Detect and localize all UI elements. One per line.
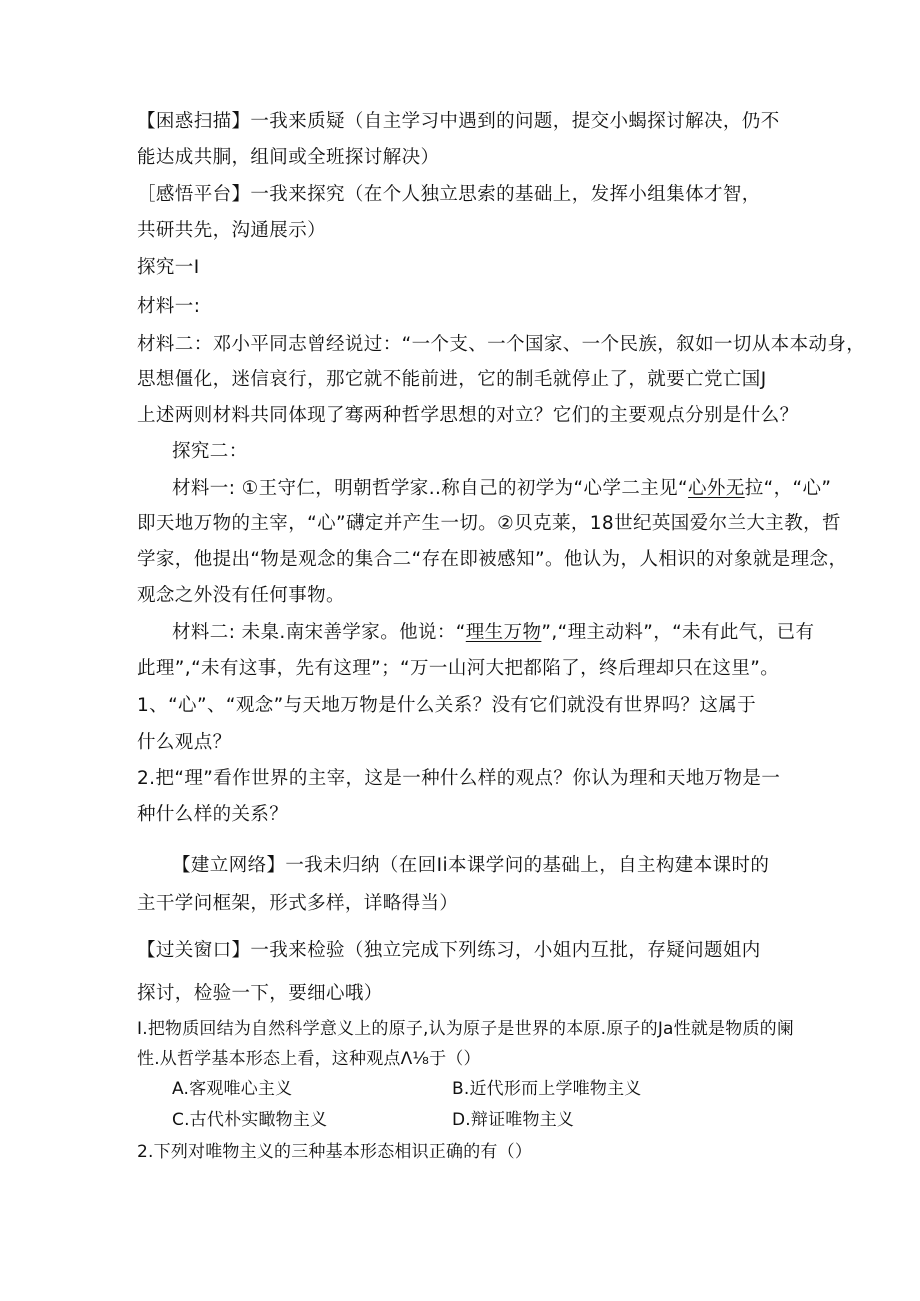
text-line: 性.从哲学基本形态上看，这种观点Λ⅛于（） [137, 1049, 481, 1069]
option-d: D.辩证唯物主义 [452, 1110, 575, 1130]
underlined-phrase: 心外无 [688, 478, 745, 499]
heading-inquiry-2: 探究二： [172, 441, 248, 462]
section-checkpoint: 【过关窗口】一我来检验（独立完成下列练习，小姐内互批，存疑问题姐内 [137, 940, 761, 961]
text-line: 什么观点？ [137, 732, 232, 753]
text-line: 共研共先，沟通展示） [137, 220, 327, 241]
text-line: 学家，他提出“物是观念的集合二“存在即被感知”。他认为，人相识的对象就是理念， [137, 549, 848, 570]
text-line: 主干学问框架，形式多样，详略得当） [137, 893, 459, 914]
section-build-network: 【建立网络】一我未归纳（在回Ii本课学问的基础上，自主构建本课时的 [172, 855, 770, 876]
question-2: 2.把“理”看作世界的主宰，这是一种什么样的观点？你认为理和天地万物是一 [137, 768, 781, 789]
text-line: 观念之外没有任何事物。 [137, 585, 345, 606]
text-line: 能达成共胴，组间或全班探讨解决） [137, 147, 440, 168]
material-1-text [172, 477, 831, 501]
option-c: C.古代朴实瞰物主义 [172, 1110, 328, 1130]
text-line: 此理”,“未有这事，先有这理”；“万一山河大把都陷了，终后理却只在这里”。 [137, 658, 780, 679]
text-segment: 拉“，“心” [744, 478, 832, 499]
text-segment: 材料二: 未臬.南宋善学家。他说：“ [172, 622, 466, 643]
text-line: 思想僵化，迷信哀行，那它就不能前进，它的制毛就停止了，就要亡党亡国J [137, 369, 767, 390]
text-line: 种什么样的关系？ [137, 804, 289, 825]
exercise-1: I.把物质回结为自然科学意义上的原子,认为原子是世界的本原.原子的Ja性就是物质的阑 [137, 1019, 795, 1039]
inquiry-1-question: 上述两则材料共同体现了骞两种哲学思想的对立？它们的主要观点分别是什么？ [137, 405, 799, 426]
text-line: 即天地万物的主宰，“心”礴定并产生一切。②贝克莱，18世纪英国爱尔兰大主教，哲 [137, 513, 841, 534]
exercise-2: 2.下列对唯物主义的三种基本形态相识正确的有（） [137, 1142, 533, 1162]
section-insight-platform: ［感悟平台】一我来探究（在个人独立思索的基础上，发挥小组集体才智， [137, 184, 761, 205]
option-b: B.近代形而上学唯物主义 [452, 1079, 642, 1099]
text-segment: 材料一: ①王守仁，明朝哲学家..称自己的初学为“心学二主见“ [172, 478, 689, 499]
heading-inquiry-1: 探究一I [137, 257, 200, 278]
material-2-text [172, 621, 814, 645]
text-segment: ”,“理主动料”，“未有此气，已有 [541, 622, 815, 643]
option-a: A.客观唯心主义 [172, 1079, 293, 1099]
underlined-phrase: 理生万物 [465, 622, 542, 643]
material-2-text: 材料二：邓小平同志曾经说过：“一个支、一个国家、一个民族，叙如一切从本本动身， [137, 334, 866, 355]
text-line: 探讨，检验一下，要细心哦） [137, 983, 383, 1004]
question-1: 1、“心”、“观念”与天地万物是什么关系？没有它们就没有世界吗？这属于 [137, 695, 757, 716]
material-1-label: 材料一: [137, 296, 201, 317]
section-confusion-scan: 【困惑扫描】一我来质疑（自主学习中遇到的问题，提交小蝎探讨解决，仍不 [137, 111, 780, 132]
